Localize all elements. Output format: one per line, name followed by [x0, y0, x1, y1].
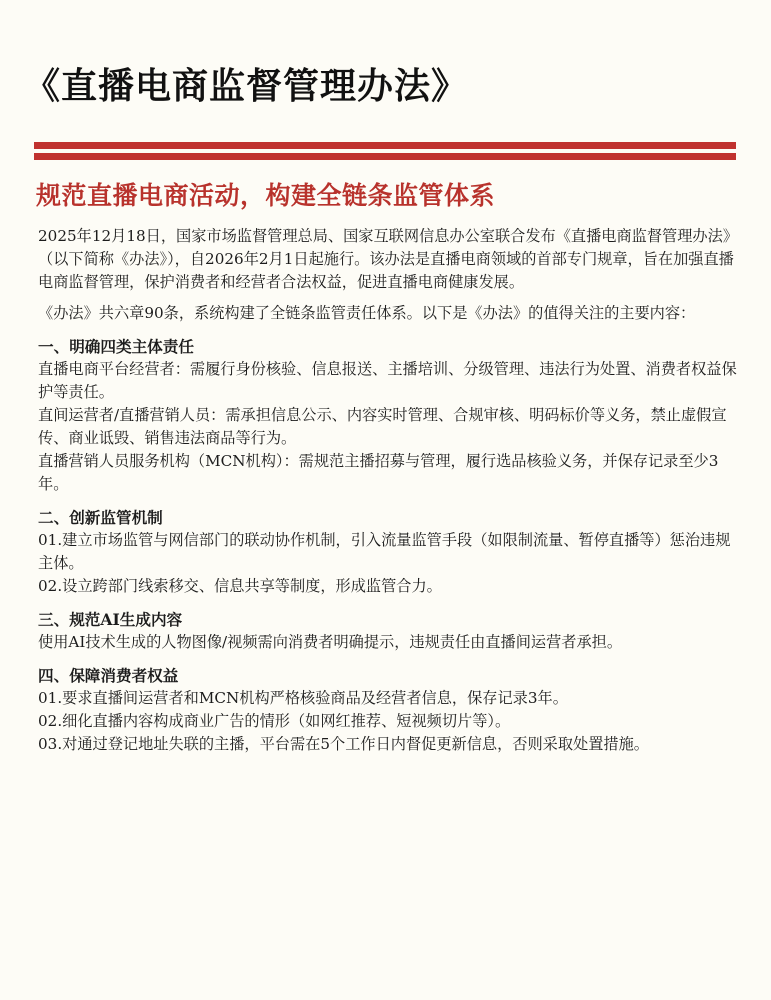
section-heading: 三、规范AI生成内容: [38, 610, 183, 629]
section-item: 01.建立市场监管与网信部门的联动协作机制，引入流量监管手段（如限制流量、暂停直播等）惩治违规主体。: [38, 531, 731, 572]
section-item: 直播电商平台经营者：需履行身份核验、信息报送、主播培训、分级管理、违法行为处置、消费者权益保护等责任。: [38, 360, 737, 401]
section-item: 使用AI技术生成的人物图像/视频需向消费者明确提示，违规责任由直播间运营者承担。: [38, 633, 623, 651]
title-divider-upper: [34, 142, 736, 149]
section-item: 直间运营者/直播营销人员：需承担信息公示、内容实时管理、合规审核、明码标价等义务，禁止虚假宣传、商业诋毁、销售违法商品等行为。: [38, 406, 727, 447]
section-item: 02.设立跨部门线索移交、信息共享等制度，形成监管合力。: [38, 577, 442, 595]
section-consumer-rights: [38, 664, 738, 756]
section-regulatory-mechanism: [38, 506, 738, 598]
section-subject-responsibilities: [38, 335, 738, 496]
document-subtitle: 规范直播电商活动，构建全链条监管体系: [36, 181, 496, 210]
section-heading: 二、创新监管机制: [38, 508, 163, 527]
title-divider-lower: [34, 153, 736, 160]
document-body: [38, 225, 738, 756]
section-ai-content: [38, 608, 738, 654]
section-heading: 一、明确四类主体责任: [38, 337, 194, 356]
section-item: 01.要求直播间运营者和MCN机构严格核验商品及经营者信息，保存记录3年。: [38, 689, 568, 707]
intro-paragraph: 2025年12月18日，国家市场监督管理总局、国家互联网信息办公室联合发布《直播电商监督管理办法》（以下简称《办法》），自2026年2月1日起施行。该办法是直播电商领域的首部专门规章，旨在加强直播电商监督管理，保护消费者和经营者合法权益，促进直播电商健康发展。: [38, 227, 738, 291]
document-title: 《直播电商监督管理办法》: [24, 65, 469, 107]
section-item: 03.对通过登记地址失联的主播，平台需在5个工作日内督促更新信息，否则采取处置措施。: [38, 735, 649, 753]
section-item: 直播营销人员服务机构（MCN机构）：需规范主播招募与管理，履行选品核验义务，并保存记录至少3年。: [38, 452, 719, 493]
section-item: 02.细化直播内容构成商业广告的情形（如网红推荐、短视频切片等）。: [38, 712, 511, 730]
intro-paragraph: 《办法》共六章90条，系统构建了全链条监管责任体系。以下是《办法》的值得关注的主要内容：: [38, 304, 696, 322]
section-heading: 四、保障消费者权益: [38, 666, 179, 685]
